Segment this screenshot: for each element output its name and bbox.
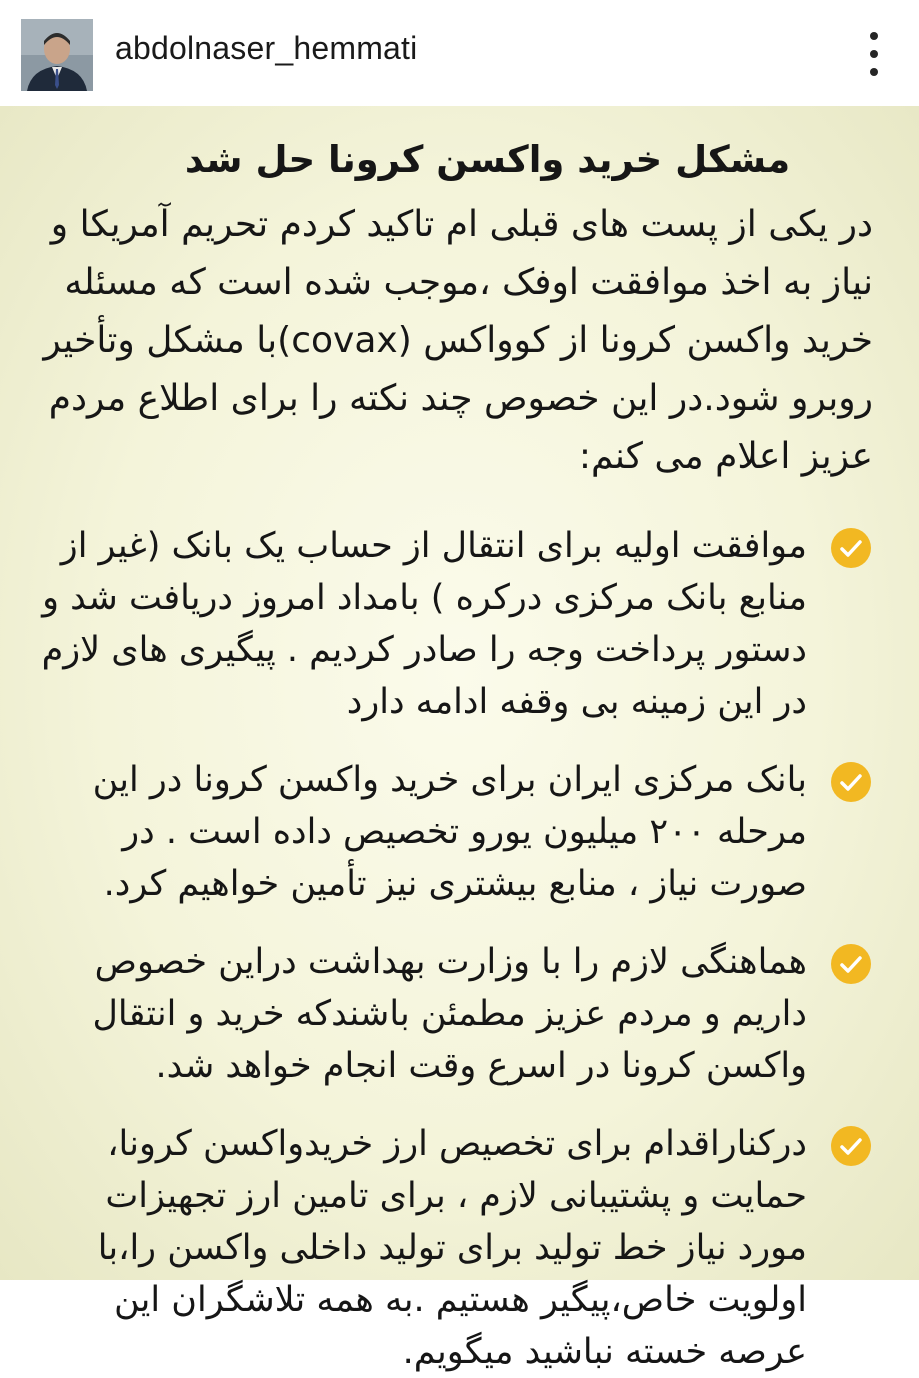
post-text <box>40 130 875 1378</box>
list-item-text: درکناراقدام برای تخصیص ارز خریدواکسن کرونا، حمایت و پشتیبانی لازم ، برای تامین ارز تجهیزات مورد نیاز خط تولید برای تولید داخلی واکسن را،با اولویت خاص،پیگیر هستیم .به همه تلاشگران این عرصه خسته نباشید میگویم. <box>97 1124 807 1372</box>
list-item-text: بانک مرکزی ایران برای خرید واکسن کرونا در این مرحله ۲۰۰ میلیون یورو تخصیص داده است . در صورت نیاز ، منابع بیشتری نیز تأمین خواهیم کرد. <box>92 760 807 904</box>
list-item <box>40 936 875 1092</box>
list-item <box>40 520 875 728</box>
post-image <box>0 106 919 1372</box>
post-intro: در یکی از پست های قبلی ام تاکید کردم تحریم آمریکا و نیاز به اخذ موافقت اوفک ،موجب شده است که مسئله خرید واکسن کرونا از کوواکس (covax)با مشکل وتأخیر روبرو شود.در این خصوص چند نکته را برای اطلاع مردم عزیز اعلام می کنم: <box>43 204 873 477</box>
check-circle-icon <box>831 944 871 984</box>
post-header <box>0 0 919 106</box>
more-options-icon[interactable] <box>862 30 886 78</box>
check-circle-icon <box>831 762 871 802</box>
list-item <box>40 1118 875 1378</box>
avatar[interactable] <box>21 19 93 91</box>
username[interactable]: abdolnaser_hemmati <box>115 30 418 66</box>
list-item-text: هماهنگی لازم را با وزارت بهداشت دراین خصوص داریم و مردم عزیز مطمئن باشندکه خرید و انتقال واکسن کرونا در اسرع وقت انجام خواهد شد. <box>92 942 807 1086</box>
profile-photo-icon <box>21 19 93 91</box>
list-item <box>40 754 875 910</box>
check-circle-icon <box>831 528 871 568</box>
check-circle-icon <box>831 1126 871 1166</box>
list-item-text: موافقت اولیه برای انتقال از حساب یک بانک (غیر از منابع بانک مرکزی درکره ) بامداد امروز دریافت شد و دستور پرداخت وجه را صادر کردیم . پیگیری های لازم در این زمینه بی وقفه ادامه دارد <box>41 526 807 722</box>
post-title: مشکل خرید واکسن کرونا حل شد <box>184 138 791 181</box>
